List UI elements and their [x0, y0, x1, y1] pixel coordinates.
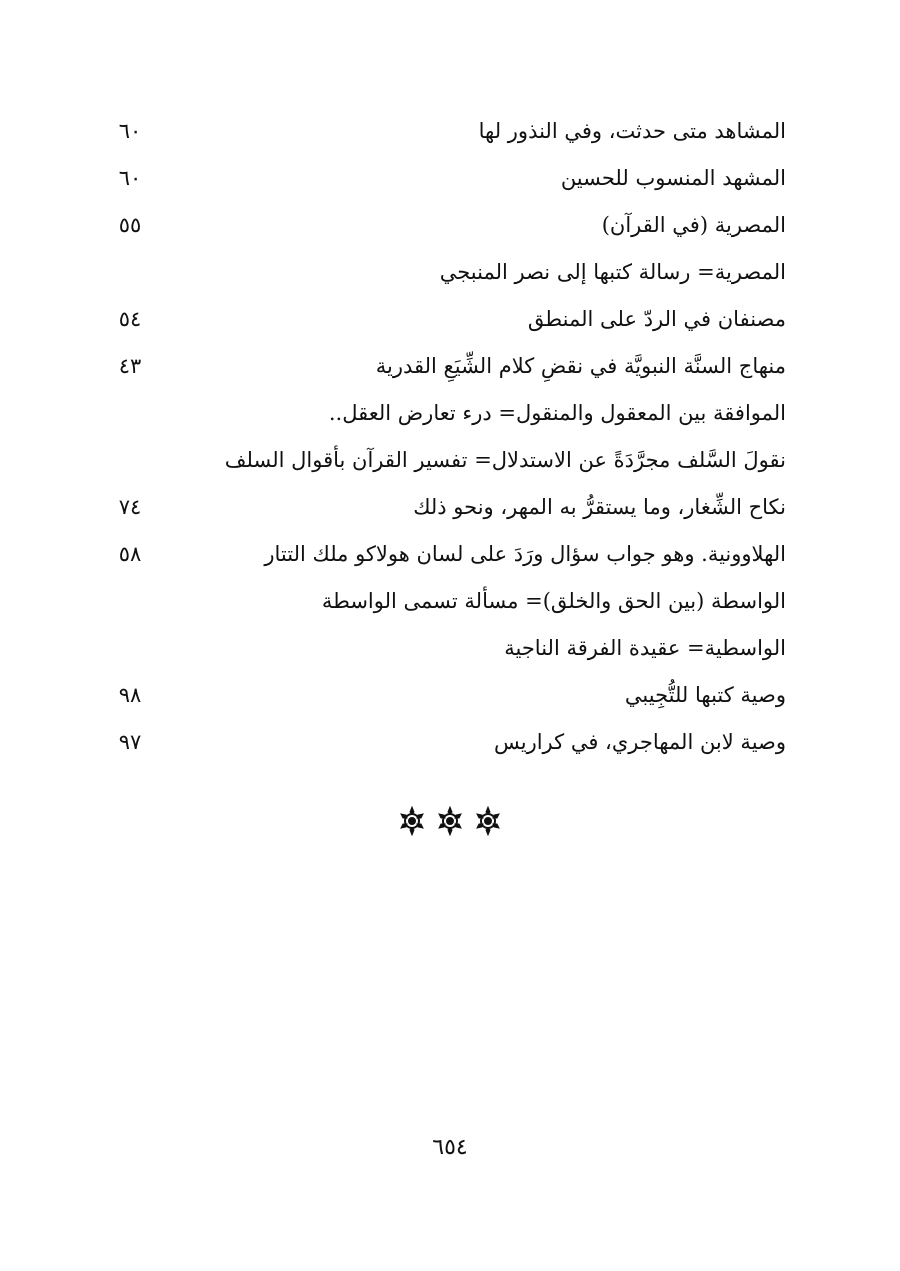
section-divider-ornaments	[0, 806, 900, 836]
entry-title: الهلاوونية. وهو جواب سؤال ورَدَ على لسان هولاكو ملك التتار	[264, 542, 786, 566]
index-entry	[100, 249, 786, 296]
entry-title: نكاح الشِّغار، وما يستقرُّ به المهر، ونحو ذلك	[413, 495, 786, 519]
entry-page-number: ٥٥	[118, 213, 142, 237]
entry-page-number: ٦٠	[118, 166, 142, 190]
entry-title: مصنفان في الردّ على المنطق	[527, 307, 786, 331]
entry-title: المشاهد متى حدثت، وفي النذور لها	[478, 119, 786, 143]
entry-page-number: ٤٣	[118, 354, 142, 378]
entry-page-number: ٩٨	[118, 683, 142, 707]
index-entry	[100, 390, 786, 437]
index-entry	[100, 437, 786, 484]
index-entry	[100, 296, 786, 343]
entry-title: المصرية (في القرآن)	[601, 213, 786, 237]
index-list	[100, 108, 786, 766]
floral-ornament-icon	[399, 806, 425, 836]
index-entry	[100, 672, 786, 719]
entry-page-number: ٦٠	[118, 119, 142, 143]
index-entry	[100, 343, 786, 390]
index-entry	[100, 719, 786, 766]
entry-title: وصية لابن المهاجري، في كراريس	[493, 730, 786, 754]
index-entry	[100, 578, 786, 625]
index-entry	[100, 155, 786, 202]
entry-page-number: ٥٤	[118, 307, 142, 331]
entry-title: منهاج السنَّة النبويَّة في نقضِ كلام الشِّيَعِ القدرية	[375, 354, 786, 378]
index-entry	[100, 484, 786, 531]
entry-page-number: ٩٧	[118, 730, 142, 754]
entry-title: المصرية= رسالة كتبها إلى نصر المنبجي	[439, 260, 786, 284]
entry-title: المشهد المنسوب للحسين	[560, 166, 786, 190]
entry-title: وصية كتبها للتُّجِيبي	[624, 683, 786, 707]
entry-title: نقولَ السَّلف مجرَّدَةً عن الاستدلال= تفسير القرآن بأقوال السلف	[224, 448, 786, 472]
index-entry	[100, 108, 786, 155]
entry-title: الواسطة (بين الحق والخلق)= مسألة تسمى الواسطة	[321, 589, 786, 613]
entry-page-number: ٧٤	[118, 495, 142, 519]
index-entry	[100, 202, 786, 249]
page-number: ٦٥٤	[432, 1135, 468, 1160]
floral-ornament-icon	[437, 806, 463, 836]
index-entry	[100, 625, 786, 672]
floral-ornament-icon	[475, 806, 501, 836]
entry-title: الواسطية= عقيدة الفرقة الناجية	[504, 636, 786, 660]
entry-title: الموافقة بين المعقول والمنقول= درء تعارض العقل..	[328, 401, 786, 425]
index-entry	[100, 531, 786, 578]
entry-page-number: ٥٨	[118, 542, 142, 566]
